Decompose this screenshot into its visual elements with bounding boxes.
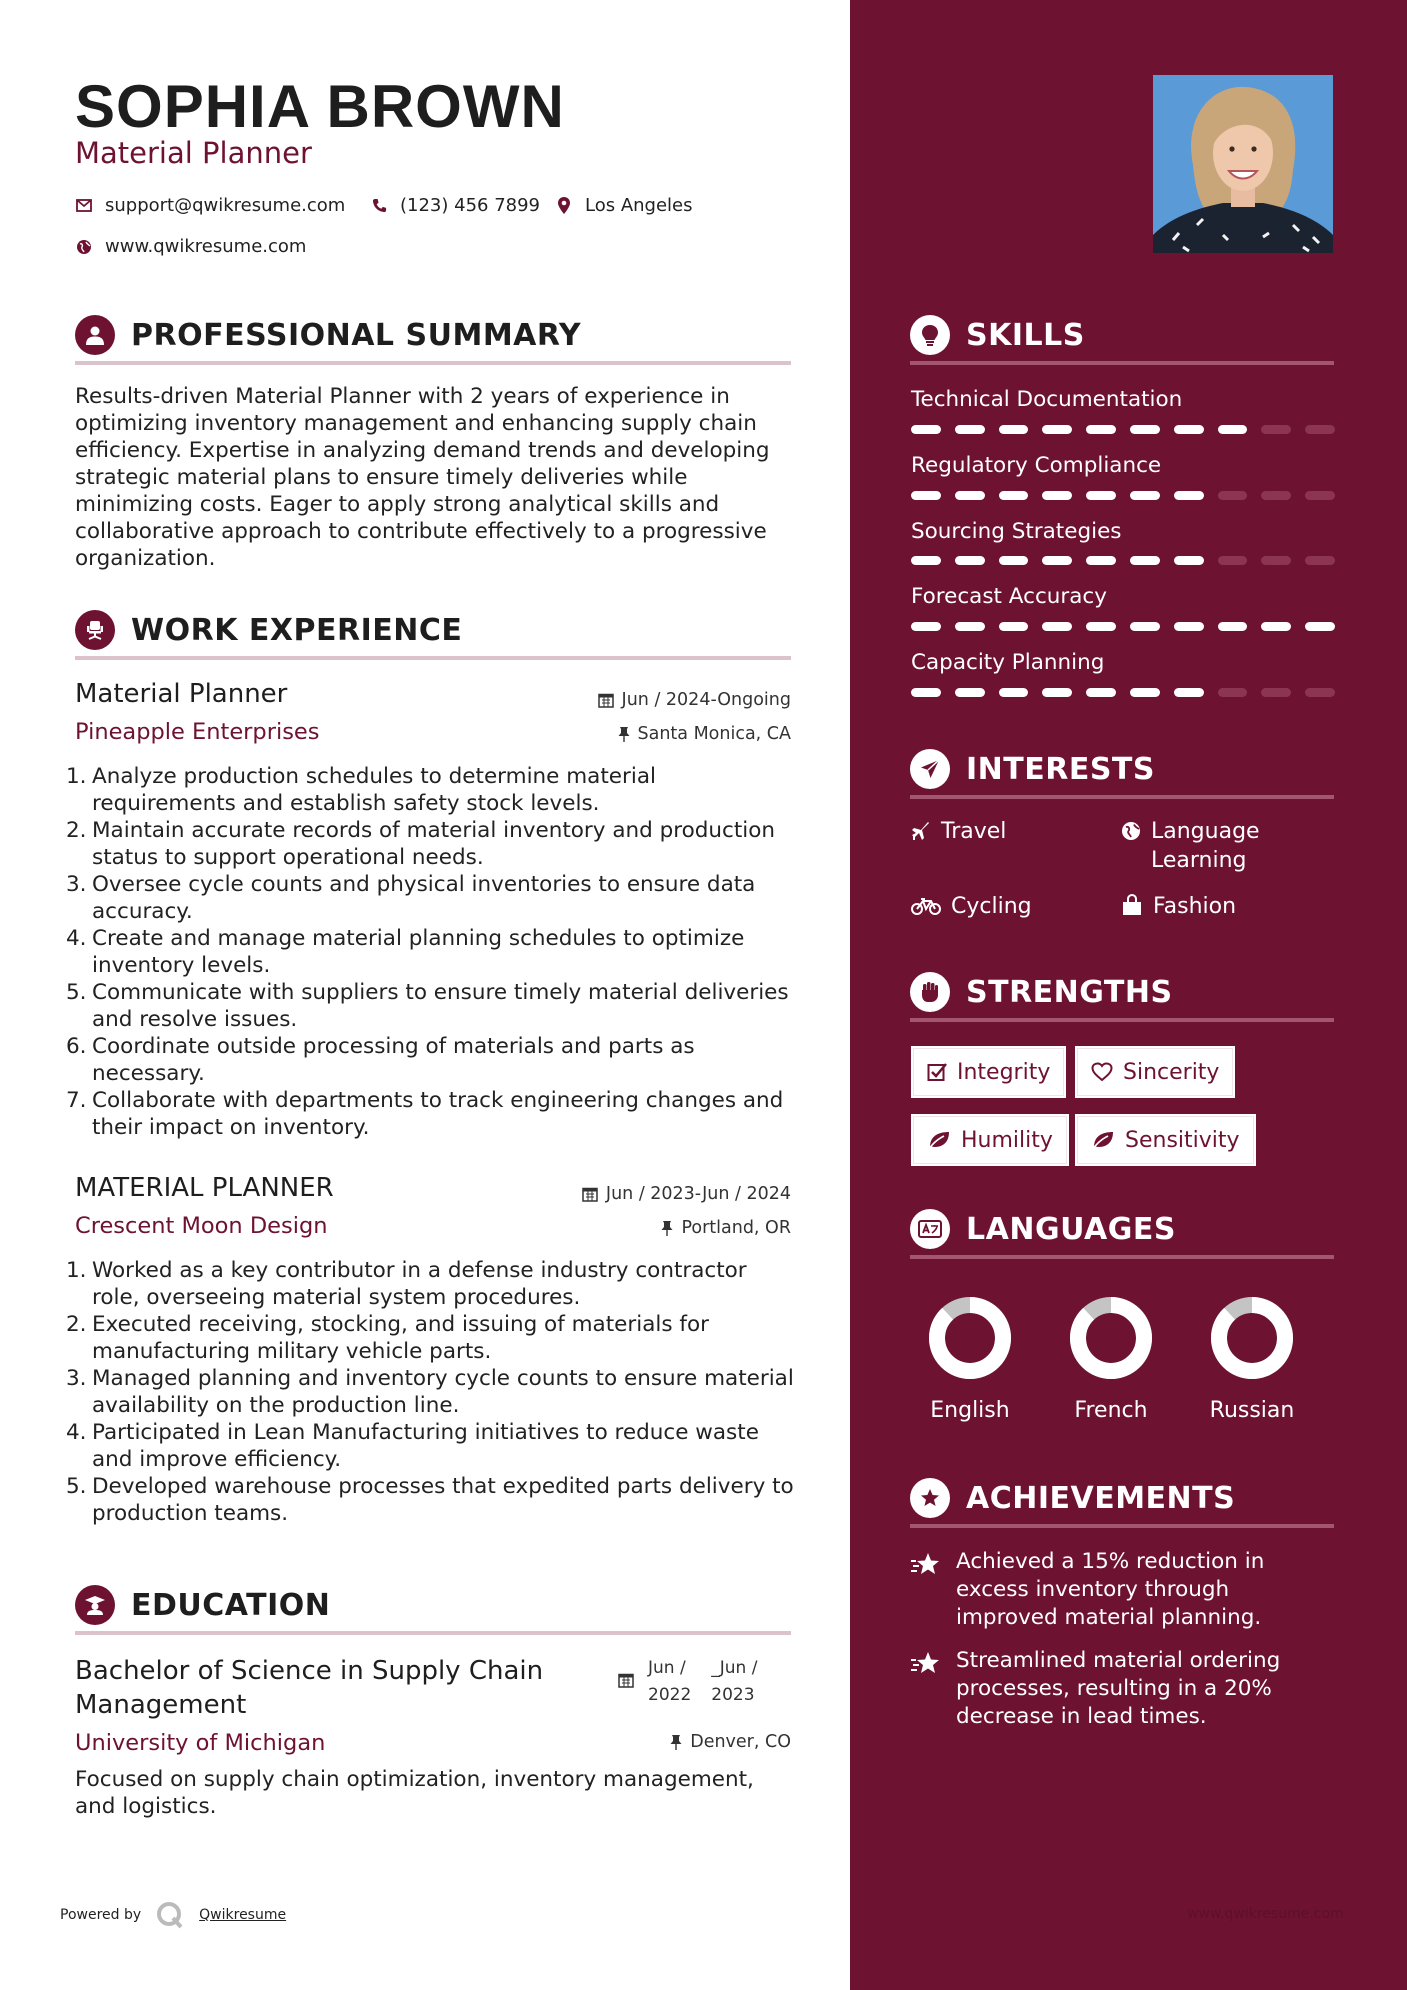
translate-icon bbox=[910, 1209, 950, 1249]
skill-level-bar bbox=[911, 425, 1335, 434]
skill-level-segment bbox=[1174, 556, 1204, 565]
job-bullets bbox=[66, 763, 796, 1141]
language-item bbox=[1051, 1296, 1171, 1423]
skill-level-segment bbox=[1086, 556, 1116, 565]
pushpin-icon bbox=[661, 1220, 673, 1236]
skill-level-segment bbox=[1042, 425, 1072, 434]
envelope-icon bbox=[75, 197, 93, 215]
language-proficiency-ring bbox=[1069, 1296, 1153, 1380]
skill-name: Technical Documentation bbox=[911, 387, 1183, 412]
footer-watermark: www.qwikresume.com bbox=[1187, 1906, 1344, 1922]
language-name: Russian bbox=[1209, 1398, 1295, 1423]
list-item: 4. Participated in Lean Manufacturing initiatives to reduce waste and improve efficiency. bbox=[66, 1420, 759, 1472]
job-dates: Jun / 2023-Jun / 2024 bbox=[582, 1184, 791, 1204]
skill-name: Regulatory Compliance bbox=[911, 453, 1162, 478]
list-item: 2. Executed receiving, stocking, and issuing of materials for manufacturing military vehicle parts. bbox=[66, 1312, 709, 1364]
skill-level-segment bbox=[911, 688, 941, 697]
globe-icon bbox=[75, 238, 93, 256]
strengths-heading: STRENGTHS bbox=[966, 974, 1173, 1010]
skill-level-segment bbox=[1042, 688, 1072, 697]
skill-level-segment bbox=[911, 622, 941, 631]
contact-location bbox=[555, 195, 693, 216]
strength-chip: Sincerity bbox=[1075, 1046, 1235, 1098]
star-badge-icon bbox=[910, 1478, 950, 1518]
skill-level-segment bbox=[1218, 688, 1248, 697]
education-heading: EDUCATION bbox=[131, 1587, 331, 1623]
skill-level-segment bbox=[1174, 425, 1204, 434]
interest-item: Travel bbox=[911, 817, 1006, 846]
achievement-item: Streamlined material ordering processes, resulting in a 20% decrease in lead times. bbox=[910, 1647, 1334, 1731]
degree-title: Bachelor of Science in Supply Chain Management bbox=[75, 1656, 544, 1720]
skill-name: Sourcing Strategies bbox=[911, 519, 1122, 544]
interest-item: Fashion bbox=[1121, 892, 1236, 921]
calendar-icon bbox=[618, 1672, 634, 1688]
plane-icon bbox=[911, 821, 931, 841]
achievement-item: Achieved a 15% reduction in excess inventory through improved material planning. bbox=[910, 1548, 1334, 1632]
list-item: 3. Managed planning and inventory cycle counts to ensure material availability on the production line. bbox=[66, 1366, 794, 1418]
skill-level-segment bbox=[955, 688, 985, 697]
languages-section-header bbox=[910, 1203, 1334, 1259]
skills-heading: SKILLS bbox=[966, 317, 1085, 353]
shopping-bag-icon bbox=[1121, 894, 1143, 916]
list-item: 3. Oversee cycle counts and physical inventories to ensure data accuracy. bbox=[66, 872, 756, 924]
skill-level-segment bbox=[1130, 622, 1160, 631]
job-role: MATERIAL PLANNER bbox=[75, 1173, 334, 1203]
phone-text: (123) 456 7899 bbox=[400, 195, 541, 216]
ring-fill bbox=[1078, 1305, 1144, 1371]
powered-by: Powered by Qwikresume bbox=[60, 1900, 286, 1930]
summary-heading: PROFESSIONAL SUMMARY bbox=[131, 317, 582, 353]
language-proficiency-ring bbox=[1210, 1296, 1294, 1380]
education-description: Focused on supply chain optimization, inventory management, and logistics. bbox=[75, 1767, 754, 1819]
skill-level-segment bbox=[1218, 622, 1248, 631]
skill-level-bar bbox=[911, 556, 1335, 565]
interests-heading: INTERESTS bbox=[966, 751, 1155, 787]
skill-level-segment bbox=[1305, 622, 1335, 631]
language-proficiency-ring bbox=[928, 1296, 1012, 1380]
skill-level-segment bbox=[911, 491, 941, 500]
star-icon bbox=[910, 1647, 944, 1731]
skill-level-segment bbox=[1261, 688, 1291, 697]
skill-level-segment bbox=[1130, 491, 1160, 500]
skill-level-segment bbox=[1261, 622, 1291, 631]
user-icon bbox=[75, 315, 115, 355]
summary-text: Results-driven Material Planner with 2 years of experience in optimizing inventory management and enhancing supply chain efficiency. Expertise in analyzing demand trends and developing strategic material plans to ensure timely deliveries while minimizing costs. Eager to apply strong analytical skills and collaborative approach to contribute effectively to a progressive organization. bbox=[75, 384, 770, 571]
contact-phone[interactable] bbox=[370, 195, 540, 216]
skill-level-segment bbox=[1218, 491, 1248, 500]
language-name: French bbox=[1074, 1398, 1148, 1423]
bicycle-icon bbox=[911, 896, 941, 916]
skill-level-segment bbox=[1305, 491, 1335, 500]
star-icon bbox=[910, 1548, 944, 1632]
job-dates: Jun / 2024-Ongoing bbox=[598, 690, 791, 710]
globe-icon bbox=[1121, 821, 1141, 841]
leaf-icon bbox=[1091, 1130, 1115, 1150]
skill-level-segment bbox=[955, 491, 985, 500]
pushpin-icon bbox=[618, 726, 630, 742]
skill-level-segment bbox=[1261, 491, 1291, 500]
paper-plane-icon bbox=[910, 749, 950, 789]
ring-fill bbox=[937, 1305, 1003, 1371]
strength-chip: Integrity bbox=[911, 1046, 1066, 1098]
skill-level-segment bbox=[999, 491, 1029, 500]
interest-item: Language Learning bbox=[1121, 817, 1291, 875]
school-name: University of Michigan bbox=[75, 1730, 326, 1756]
email-text: support@qwikresume.com bbox=[105, 195, 346, 216]
skill-level-bar bbox=[911, 622, 1335, 631]
website-text: www.qwikresume.com bbox=[105, 236, 307, 257]
office-chair-icon bbox=[75, 610, 115, 650]
skill-level-segment bbox=[999, 688, 1029, 697]
skill-level-bar bbox=[911, 491, 1335, 500]
job-company: Pineapple Enterprises bbox=[75, 719, 320, 745]
skill-level-segment bbox=[955, 556, 985, 565]
skill-level-segment bbox=[1261, 425, 1291, 434]
skill-level-bar bbox=[911, 688, 1335, 697]
list-item: 2. Maintain accurate records of material inventory and production status to support operational needs. bbox=[66, 818, 776, 870]
leaf-icon bbox=[927, 1130, 951, 1150]
checkbox-icon bbox=[927, 1062, 947, 1082]
experience-heading: WORK EXPERIENCE bbox=[131, 612, 463, 648]
list-item: 1. Analyze production schedules to determine material requirements and establish safety stock levels. bbox=[66, 764, 656, 816]
fist-icon bbox=[910, 972, 950, 1012]
skill-level-segment bbox=[1086, 425, 1116, 434]
education-dates bbox=[618, 1655, 757, 1709]
strength-chip: Sensitivity bbox=[1075, 1114, 1256, 1166]
skill-name: Capacity Planning bbox=[911, 650, 1105, 675]
candidate-title: Material Planner bbox=[75, 136, 312, 170]
skill-level-segment bbox=[999, 556, 1029, 565]
experience-section-header bbox=[75, 604, 791, 660]
skill-level-segment bbox=[955, 425, 985, 434]
skill-level-segment bbox=[1130, 425, 1160, 434]
education-location: Denver, CO bbox=[670, 1732, 791, 1752]
qwikresume-logo-icon bbox=[155, 1900, 185, 1930]
contact-email[interactable] bbox=[75, 195, 345, 216]
heart-icon bbox=[1091, 1062, 1113, 1082]
map-pin-icon bbox=[555, 197, 573, 215]
location-text: Los Angeles bbox=[585, 195, 693, 216]
skill-level-segment bbox=[999, 425, 1029, 434]
skill-level-segment bbox=[911, 425, 941, 434]
calendar-icon bbox=[582, 1186, 598, 1202]
skill-level-segment bbox=[1042, 622, 1072, 631]
ring-fill bbox=[1219, 1305, 1285, 1371]
brand-link[interactable]: Qwikresume bbox=[199, 1907, 287, 1923]
achievements-heading: ACHIEVEMENTS bbox=[966, 1480, 1236, 1516]
skill-level-segment bbox=[1042, 491, 1072, 500]
strengths-section-header bbox=[910, 966, 1334, 1022]
skill-level-segment bbox=[1174, 622, 1204, 631]
skill-level-segment bbox=[1261, 556, 1291, 565]
skill-level-segment bbox=[1174, 491, 1204, 500]
skills-section-header bbox=[910, 309, 1334, 365]
skill-level-segment bbox=[1042, 556, 1072, 565]
skill-level-segment bbox=[911, 556, 941, 565]
calendar-icon bbox=[598, 692, 614, 708]
list-item: 5. Developed warehouse processes that expedited parts delivery to production teams. bbox=[66, 1474, 794, 1526]
interests-section-header bbox=[910, 743, 1334, 799]
strength-chip: Humility bbox=[911, 1114, 1069, 1166]
education-end-date: _Jun / 2023 bbox=[711, 1658, 758, 1705]
job-bullets bbox=[66, 1257, 796, 1527]
pushpin-icon bbox=[670, 1734, 682, 1750]
phone-icon bbox=[370, 197, 388, 215]
language-item bbox=[910, 1296, 1030, 1423]
contact-website[interactable] bbox=[75, 236, 306, 257]
language-name: English bbox=[930, 1398, 1010, 1423]
skill-level-segment bbox=[1305, 425, 1335, 434]
lightbulb-icon bbox=[910, 315, 950, 355]
skill-level-segment bbox=[1086, 491, 1116, 500]
skill-level-segment bbox=[1130, 688, 1160, 697]
summary-section-header bbox=[75, 309, 791, 365]
list-item: 1. Worked as a key contributor in a defense industry contractor role, overseeing material system procedures. bbox=[66, 1258, 747, 1310]
skill-level-segment bbox=[1130, 556, 1160, 565]
skill-level-segment bbox=[955, 622, 985, 631]
list-item: 4. Create and manage material planning schedules to optimize inventory levels. bbox=[66, 926, 745, 978]
list-item: 6. Coordinate outside processing of materials and parts as necessary. bbox=[66, 1034, 695, 1086]
job-role: Material Planner bbox=[75, 679, 288, 709]
list-item: 7. Collaborate with departments to track engineering changes and their impact on inventory. bbox=[66, 1088, 784, 1140]
skill-level-segment bbox=[1218, 425, 1248, 434]
skill-level-segment bbox=[1218, 556, 1248, 565]
languages-heading: LANGUAGES bbox=[966, 1211, 1176, 1247]
skill-level-segment bbox=[1174, 688, 1204, 697]
skill-level-segment bbox=[1305, 556, 1335, 565]
education-section-header bbox=[75, 1579, 791, 1635]
education-start-date: Jun / 2022 bbox=[648, 1658, 692, 1705]
skill-level-segment bbox=[1086, 622, 1116, 631]
interest-item: Cycling bbox=[911, 892, 1032, 921]
job-location: Portland, OR bbox=[661, 1218, 791, 1238]
job-company: Crescent Moon Design bbox=[75, 1213, 328, 1239]
skill-level-segment bbox=[999, 622, 1029, 631]
skill-name: Forecast Accuracy bbox=[911, 584, 1107, 609]
language-item bbox=[1192, 1296, 1312, 1423]
profile-photo bbox=[1153, 75, 1333, 253]
job-location: Santa Monica, CA bbox=[618, 724, 792, 744]
skill-level-segment bbox=[1305, 688, 1335, 697]
graduate-icon bbox=[75, 1585, 115, 1625]
list-item: 5. Communicate with suppliers to ensure timely material deliveries and resolve issues. bbox=[66, 980, 789, 1032]
candidate-name: SOPHIA BROWN bbox=[75, 73, 565, 140]
skill-level-segment bbox=[1086, 688, 1116, 697]
achievements-section-header bbox=[910, 1472, 1334, 1528]
